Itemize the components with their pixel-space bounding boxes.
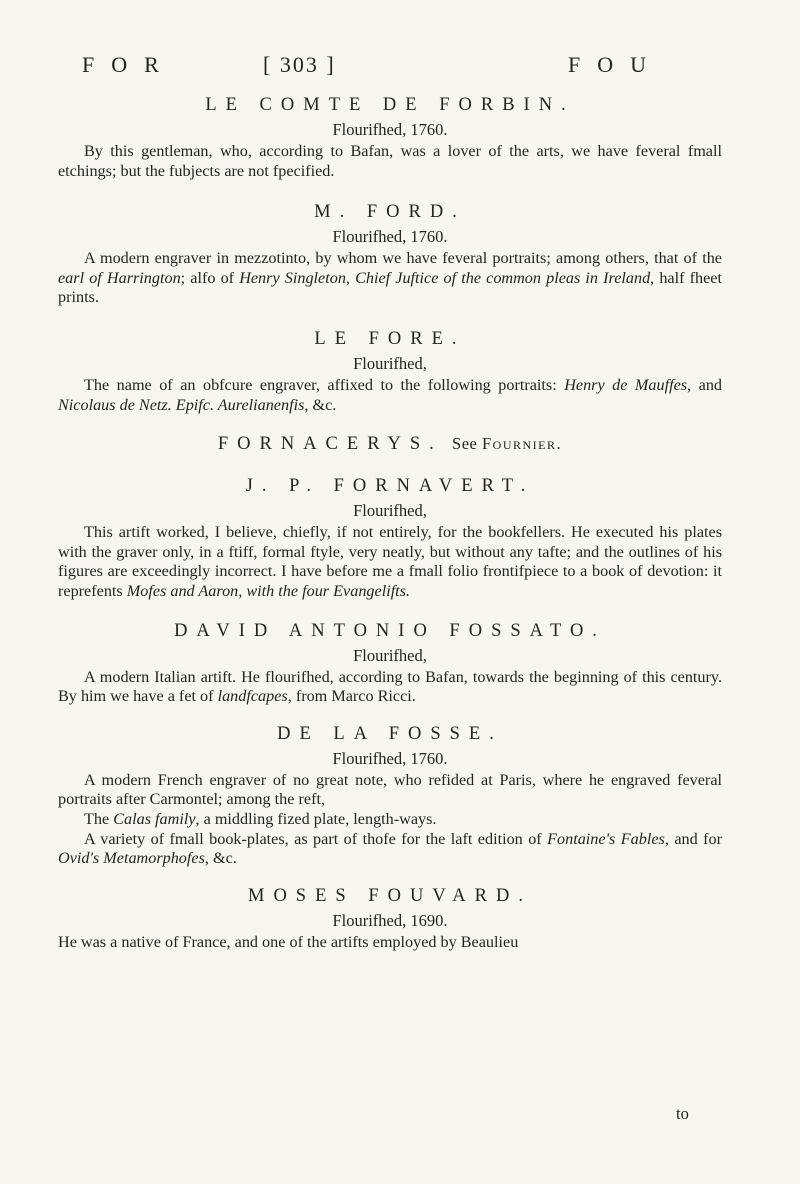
entry-heading bbox=[58, 883, 722, 909]
italic-title: Ovid's Metamorphofes bbox=[58, 849, 205, 868]
entry bbox=[58, 618, 722, 707]
text-run: , and bbox=[687, 375, 723, 394]
artist-name: DAVID ANTONIO FOSSATO. bbox=[174, 620, 606, 641]
entry bbox=[58, 431, 722, 457]
artist-name: FORNACERYS. bbox=[217, 434, 443, 455]
italic-title: Calas family bbox=[113, 809, 196, 828]
text-run: , &c. bbox=[304, 395, 337, 414]
see-reference-label: See bbox=[452, 434, 478, 454]
entry-heading bbox=[58, 721, 722, 747]
text-run: The name of an obfcure engraver, affixed to the following portraits: bbox=[84, 375, 565, 394]
flourished-date: Flourifhed, 1760. bbox=[332, 227, 448, 247]
entry bbox=[58, 883, 722, 953]
page-number: [ 303 ] bbox=[263, 52, 336, 77]
text-run: The bbox=[84, 809, 114, 828]
entry-paragraph bbox=[58, 142, 722, 181]
text-run: , a middling fized plate, length-ways. bbox=[195, 809, 437, 828]
entry bbox=[58, 326, 722, 415]
flourished-date: Flourifhed, 1760. bbox=[332, 748, 448, 768]
artist-name: M. FORD. bbox=[314, 202, 466, 223]
text-run: , from Marco Ricci. bbox=[287, 687, 416, 706]
running-head-right: FOU bbox=[568, 52, 664, 77]
artist-name: LE FORE. bbox=[314, 328, 466, 349]
artist-name: J. P. FORNAVERT. bbox=[245, 476, 535, 497]
italic-title: Nicolaus de Netz. Epifc. Aurelianenfis bbox=[58, 395, 305, 414]
flourished-date: Flourifhed, bbox=[353, 645, 427, 665]
entry-paragraph bbox=[58, 668, 722, 707]
running-head bbox=[58, 52, 722, 82]
text-run: , half fheet prints. bbox=[58, 268, 722, 307]
text-run: ; alfo of bbox=[180, 268, 240, 287]
entry-heading bbox=[58, 199, 722, 225]
entries-list bbox=[58, 92, 722, 952]
entry-heading bbox=[58, 326, 722, 352]
artist-name: LE COMTE DE FORBIN. bbox=[205, 95, 575, 115]
entry-heading bbox=[58, 618, 722, 644]
text-run: , &c. bbox=[204, 849, 237, 868]
catchword: to bbox=[676, 1104, 689, 1123]
see-reference-target: Fournier. bbox=[482, 434, 563, 454]
text-run: A modern Italian artift. He flourifhed, according to Bafan, towards the beginning of this century. By him we have a fet of bbox=[58, 667, 722, 706]
running-head-left: FOR bbox=[82, 52, 176, 77]
text-run: A modern French engraver of no great note, who refided at Paris, where he engraved feveral portraits after Carmontel; among the reft, bbox=[58, 770, 722, 809]
artist-name: MOSES FOUVARD. bbox=[248, 885, 532, 906]
italic-title: Henry de Mauffes bbox=[564, 375, 688, 394]
entry bbox=[58, 473, 722, 601]
flourished-date: Flourifhed, 1690. bbox=[332, 910, 448, 930]
entry bbox=[58, 199, 722, 308]
entry-paragraph bbox=[58, 523, 722, 601]
artist-name: DE LA FOSSE. bbox=[277, 723, 503, 744]
flourished-date: Flourifhed, bbox=[353, 501, 427, 521]
entry-paragraph bbox=[58, 830, 722, 869]
entry bbox=[58, 92, 722, 181]
text-run: , and for bbox=[664, 829, 723, 848]
text-run: A variety of fmall book-plates, as part of thofe for the laft edition of bbox=[84, 829, 548, 848]
italic-title: Fontaine's Fables bbox=[547, 829, 665, 848]
entry-paragraph bbox=[58, 376, 722, 415]
entry-heading bbox=[58, 473, 722, 499]
entry-heading bbox=[58, 92, 722, 118]
text-run: He was a native of France, and one of the artifts employed by Beaulieu bbox=[58, 932, 519, 951]
italic-title: Mofes and Aaron, with the four Evangelifts. bbox=[126, 581, 411, 600]
entry-paragraph bbox=[58, 810, 722, 830]
text-run: This artift worked, I believe, chiefly, if not entirely, for the bookfellers. He executed his plates with the graver only, in a ftiff, formal ftyle, very neatly, but without any tafte; and the outlines of his figures are exceedingly incorrect. I have before me a fmall folio frontifpiece to a book of devotion: it reprefents bbox=[58, 523, 722, 600]
italic-title: landfcapes bbox=[217, 687, 288, 706]
flourished-date: Flourifhed, bbox=[353, 353, 427, 373]
italic-title: Henry Singleton, Chief Juftice of the common pleas in Ireland bbox=[239, 268, 651, 287]
text-run: A modern engraver in mezzotinto, by whom we have feveral portraits; among others, that of the bbox=[84, 249, 722, 268]
entry-paragraph bbox=[58, 249, 722, 308]
entry-paragraph bbox=[58, 933, 722, 953]
entry-heading bbox=[58, 431, 722, 457]
italic-title: earl of Harrington bbox=[58, 268, 181, 287]
entry-paragraph bbox=[58, 771, 722, 810]
text-run: By this gentleman, who, according to Bafan, was a lover of the arts, we have feveral fmall etchings; but the fubjects are not fpecified. bbox=[58, 142, 722, 180]
entry bbox=[58, 721, 722, 869]
flourished-date: Flourifhed, 1760. bbox=[332, 120, 448, 139]
